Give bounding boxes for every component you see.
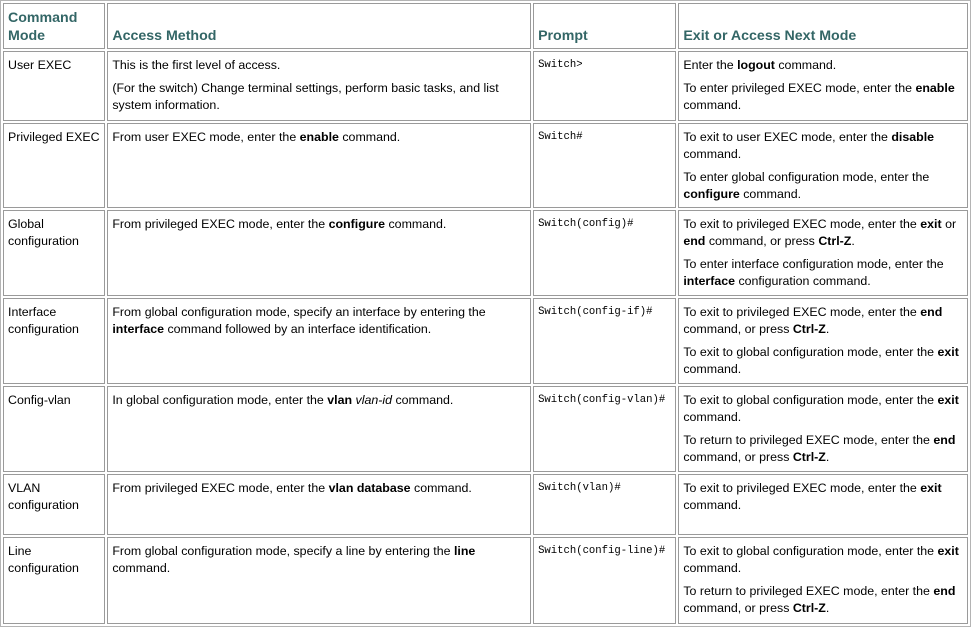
table-row — [3, 298, 968, 384]
mode-cell: Line configuration — [3, 537, 105, 624]
command-keyword: exit — [937, 393, 959, 407]
cell-paragraph: To enter global configuration mode, enter the configure command. — [683, 170, 930, 201]
cell-paragraph: To exit to global configuration mode, enter the exit command. — [683, 544, 959, 575]
command-keyword: end — [683, 234, 706, 248]
access-cell — [107, 210, 531, 296]
cell-paragraph: From global configuration mode, specify a line by entering the line command. — [112, 544, 476, 575]
header-row — [3, 3, 968, 49]
prompt-cell: Switch(config-line)# — [533, 537, 676, 624]
exit-cell — [678, 51, 968, 121]
prompt-cell: Switch(config-if)# — [533, 298, 676, 384]
command-keyword: enable — [299, 130, 339, 144]
command-keyword: configure — [683, 187, 740, 201]
access-cell — [107, 298, 531, 384]
cell-paragraph: To exit to user EXEC mode, enter the disable command. — [683, 130, 935, 161]
mode-cell: Global configuration — [3, 210, 105, 296]
table-row — [3, 386, 968, 472]
table-row — [3, 474, 968, 535]
command-keyword: end — [933, 584, 956, 598]
cell-paragraph: From privileged EXEC mode, enter the configure command. — [112, 217, 447, 231]
command-keyword: disable — [891, 130, 935, 144]
command-keyword: interface — [112, 322, 164, 336]
access-cell — [107, 537, 531, 624]
table-row — [3, 51, 968, 121]
cell-paragraph: To return to privileged EXEC mode, enter the end command, or press Ctrl-Z. — [683, 584, 956, 615]
access-cell — [107, 51, 531, 121]
command-keyword: end — [933, 433, 956, 447]
cell-paragraph: Enter the logout command. — [683, 58, 837, 72]
table-row — [3, 210, 968, 296]
cell-paragraph: (For the switch) Change terminal settings, perform basic tasks, and list system information. — [112, 81, 499, 112]
exit-cell — [678, 386, 968, 472]
command-keyword: end — [920, 305, 943, 319]
mode-cell: Interface configuration — [3, 298, 105, 384]
command-keyword: Ctrl-Z — [818, 234, 852, 248]
exit-cell — [678, 210, 968, 296]
command-keyword: vlan database — [328, 481, 411, 495]
cell-paragraph: From user EXEC mode, enter the enable command. — [112, 130, 401, 144]
command-keyword: exit — [937, 544, 959, 558]
command-keyword: configure — [328, 217, 386, 231]
command-keyword: interface — [683, 274, 735, 288]
header-command-mode: Command Mode — [3, 3, 105, 49]
mode-cell: User EXEC — [3, 51, 105, 121]
command-keyword: vlan — [327, 393, 353, 407]
exit-cell — [678, 474, 968, 535]
prompt-cell: Switch> — [533, 51, 676, 121]
prompt-cell: Switch(config-vlan)# — [533, 386, 676, 472]
exit-cell — [678, 123, 968, 208]
prompt-cell: Switch# — [533, 123, 676, 208]
cell-paragraph: From global configuration mode, specify an interface by entering the interface command followed by an interface identification. — [112, 305, 486, 336]
command-keyword: line — [453, 544, 476, 558]
header-exit-mode: Exit or Access Next Mode — [678, 3, 968, 49]
cell-paragraph: This is the first level of access. — [112, 58, 281, 72]
command-keyword: exit — [920, 481, 942, 495]
command-keyword: logout — [737, 58, 775, 72]
cell-paragraph: To exit to global configuration mode, enter the exit command. — [683, 393, 959, 424]
cell-paragraph: To enter privileged EXEC mode, enter the enable command. — [683, 81, 955, 112]
access-cell — [107, 123, 531, 208]
command-keyword: Ctrl-Z — [792, 601, 826, 615]
mode-cell: Privileged EXEC — [3, 123, 105, 208]
cell-paragraph: From privileged EXEC mode, enter the vlan database command. — [112, 481, 472, 495]
cell-paragraph: In global configuration mode, enter the vlan vlan-id command. — [112, 393, 454, 407]
access-cell — [107, 474, 531, 535]
cell-paragraph: To exit to privileged EXEC mode, enter the end command, or press Ctrl-Z. — [683, 305, 943, 336]
header-prompt: Prompt — [533, 3, 676, 49]
command-keyword: Ctrl-Z — [792, 450, 826, 464]
mode-cell: VLAN configuration — [3, 474, 105, 535]
cell-paragraph: To exit to privileged EXEC mode, enter the exit or end command, or press Ctrl-Z. — [683, 217, 957, 248]
cell-paragraph: To exit to privileged EXEC mode, enter the exit command. — [683, 481, 942, 512]
cell-paragraph: To return to privileged EXEC mode, enter the end command, or press Ctrl-Z. — [683, 433, 956, 464]
command-keyword: exit — [937, 345, 959, 359]
command-keyword: exit — [920, 217, 942, 231]
command-keyword: enable — [915, 81, 955, 95]
prompt-cell: Switch(vlan)# — [533, 474, 676, 535]
mode-cell: Config-vlan — [3, 386, 105, 472]
exit-cell — [678, 298, 968, 384]
table-row — [3, 123, 968, 208]
table-row — [3, 537, 968, 624]
command-keyword: Ctrl-Z — [792, 322, 826, 336]
access-cell — [107, 386, 531, 472]
table-body — [3, 51, 968, 624]
header-access-method: Access Method — [107, 3, 531, 49]
cell-paragraph: To exit to global configuration mode, enter the exit command. — [683, 345, 959, 376]
exit-cell — [678, 537, 968, 624]
cell-paragraph: To enter interface configuration mode, enter the interface configuration command. — [683, 257, 944, 288]
prompt-cell: Switch(config)# — [533, 210, 676, 296]
command-argument: vlan-id — [355, 393, 393, 407]
